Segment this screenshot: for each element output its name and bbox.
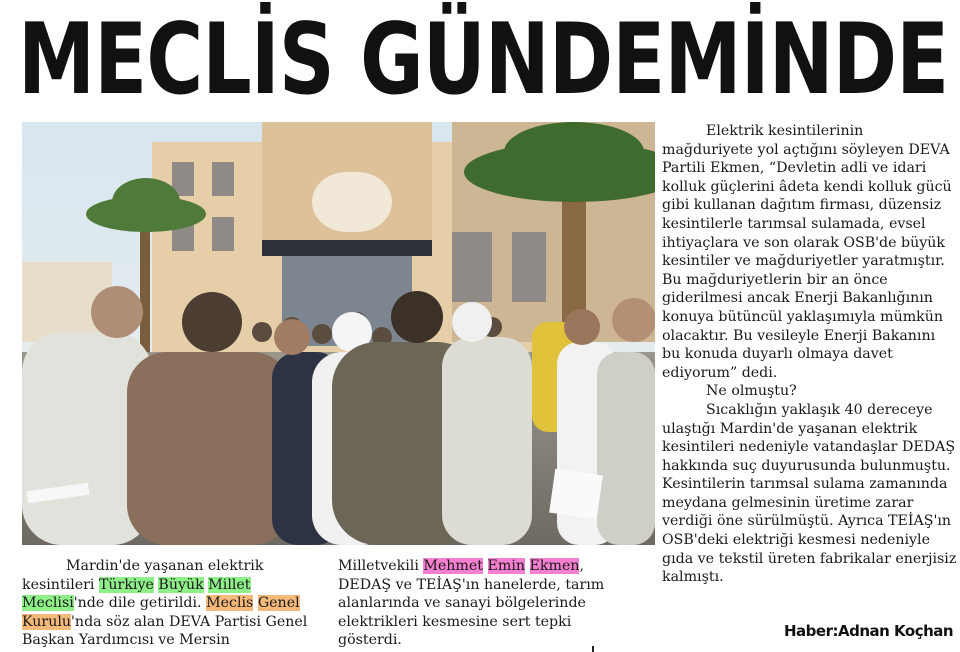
headline: MECLİS GÜNDEMİNDE	[18, 3, 949, 117]
caption2-text-start: Milletvekili	[338, 558, 424, 574]
caption2-text-end: , DEDAŞ ve TEİAŞ'ın hanelerde, tarım alanlarında ve sanayi bölgelerinde elektrikleri kesmesine sert tepki gösterdi.	[338, 558, 605, 649]
highlight-ekmen: Ekmen	[529, 558, 580, 574]
highlight-mehmet: Mehmet	[423, 558, 483, 574]
article-paragraph-1: Elektrik kesintilerinin mağduriyete yol açtığını söyleyen DEVA Partili Ekmen, “Devletin adli ve idari kolluk güçlerini âdeta kendi kolluk gücü gibi kullanan dağıtım firması, düzensiz kesintilerle tarımsal sulamada, evsel ihtiyaçlara ve son olarak OSB'de büyük kesintiler ve mağduriyetler yaratmıştır. Bu mağduriyetlerin bir an önce giderilmesi ancak Enerji Bakanlığının konuya bütüncül yaklaşımıyla mümkün olacaktır. Bu vesileyle Enerji Bakanını bu konuda duyarlı olmaya davet ediyorum” dedi.	[662, 123, 952, 381]
caption-text-start: Mardin'de yaşanan elektrik kesintileri	[22, 558, 264, 593]
highlight-emin: Emin	[487, 558, 526, 574]
highlight-meclisi: Meclisi	[22, 595, 74, 612]
highlight-buyuk: Büyük	[158, 576, 204, 593]
highlight-kurulu: Kurulu	[22, 613, 72, 630]
caption-text-end: 'nda söz alan DEVA Partisi Genel Başkan Yardımcısı ve Mersin	[22, 613, 308, 649]
page-mark	[592, 646, 594, 652]
article-subhead: Ne olmuştu?	[706, 383, 797, 400]
article-paragraph-2: Sıcaklığın yaklaşık 40 dereceye ulaştığı Mardin'de yaşanan elektrik kesintileri nedeniyle vatandaşlar DEDAŞ hakkında suç duyurusunda bulunmuştu. Kesintilerin tarımsal sulama zamanında meydana gelmesinin üretime zarar verdiği öne sürülmüştü. Ayrıca TEİAŞ'ın OSB'deki elektriği kesmesi nedeniyle gıda ve tekstil üreten fabrikalar enerjisiz kalmıştı.	[662, 401, 957, 586]
article-right-column	[662, 122, 957, 587]
highlight-genel: Genel	[257, 595, 300, 612]
highlight-turkiye: Türkiye	[98, 576, 154, 593]
caption-column-2	[338, 557, 628, 650]
byline: Haber:Adnan Koçhan	[784, 622, 954, 640]
highlight-meclis: Meclis	[206, 595, 254, 612]
caption-column-1	[22, 557, 327, 650]
highlight-millet: Millet	[208, 576, 251, 593]
caption-text-mid: 'nde dile getirildi.	[73, 595, 207, 612]
news-photo	[22, 122, 655, 545]
